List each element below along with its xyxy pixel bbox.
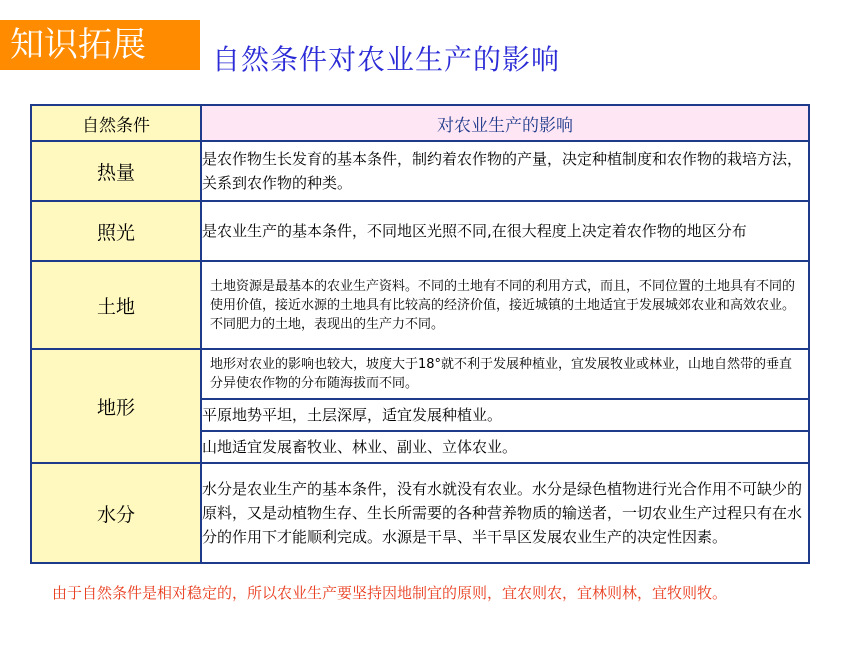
condition-cell: 水分 bbox=[31, 463, 201, 563]
condition-cell: 地形 bbox=[31, 349, 201, 463]
table-row bbox=[31, 141, 809, 201]
condition-cell: 热量 bbox=[31, 141, 201, 201]
conditions-table bbox=[30, 104, 810, 564]
section-badge: 知识拓展 bbox=[0, 20, 200, 70]
header-impact: 对农业生产的影响 bbox=[201, 105, 809, 141]
page-title: 自然条件对农业生产的影响 bbox=[212, 43, 561, 76]
impact-cell: 地形对农业的影响也较大，坡度大于18°就不利于发展种植业，宜发展牧业或林业，山地自然带的垂直分异使农作物的分布随海拔而不同。 bbox=[201, 349, 809, 399]
impact-cell: 土地资源是最基本的农业生产资料。不同的土地有不同的利用方式，而且，不同位置的土地具有不同的使用价值，接近水源的土地具有比较高的经济价值，接近城镇的土地适宜于发展城郊农业和高效农业。不同肥力的土地，表现出的生产力不同。 bbox=[201, 261, 809, 349]
impact-cell: 山地适宜发展畜牧业、林业、副业、立体农业。 bbox=[201, 431, 809, 463]
condition-cell: 土地 bbox=[31, 261, 201, 349]
impact-cell: 水分是农业生产的基本条件，没有水就没有农业。水分是绿色植物进行光合作用不可缺少的原料，又是动植物生存、生长所需要的各种营养物质的输送者，一切农业生产过程只有在水分的作用下才能顺利完成。水源是干旱、半干旱区发展农业生产的决定性因素。 bbox=[201, 463, 809, 563]
impact-cell: 是农作物生长发育的基本条件，制约着农作物的产量，决定种植制度和农作物的栽培方法，关系到农作物的种类。 bbox=[201, 141, 809, 201]
table-row bbox=[31, 463, 809, 563]
summary-note: 由于自然条件是相对稳定的，所以农业生产要坚持因地制宜的原则，宜农则农，宜林则林，宜牧则牧。 bbox=[52, 584, 728, 602]
impact-cell: 平原地势平坦，土层深厚，适宜发展种植业。 bbox=[201, 399, 809, 431]
table-row bbox=[31, 201, 809, 261]
impact-cell: 是农业生产的基本条件，不同地区光照不同,在很大程度上决定着农作物的地区分布 bbox=[201, 201, 809, 261]
table-row bbox=[31, 261, 809, 349]
header-condition: 自然条件 bbox=[31, 105, 201, 141]
table-row bbox=[31, 349, 809, 399]
condition-cell: 照光 bbox=[31, 201, 201, 261]
table-header-row bbox=[31, 105, 809, 141]
